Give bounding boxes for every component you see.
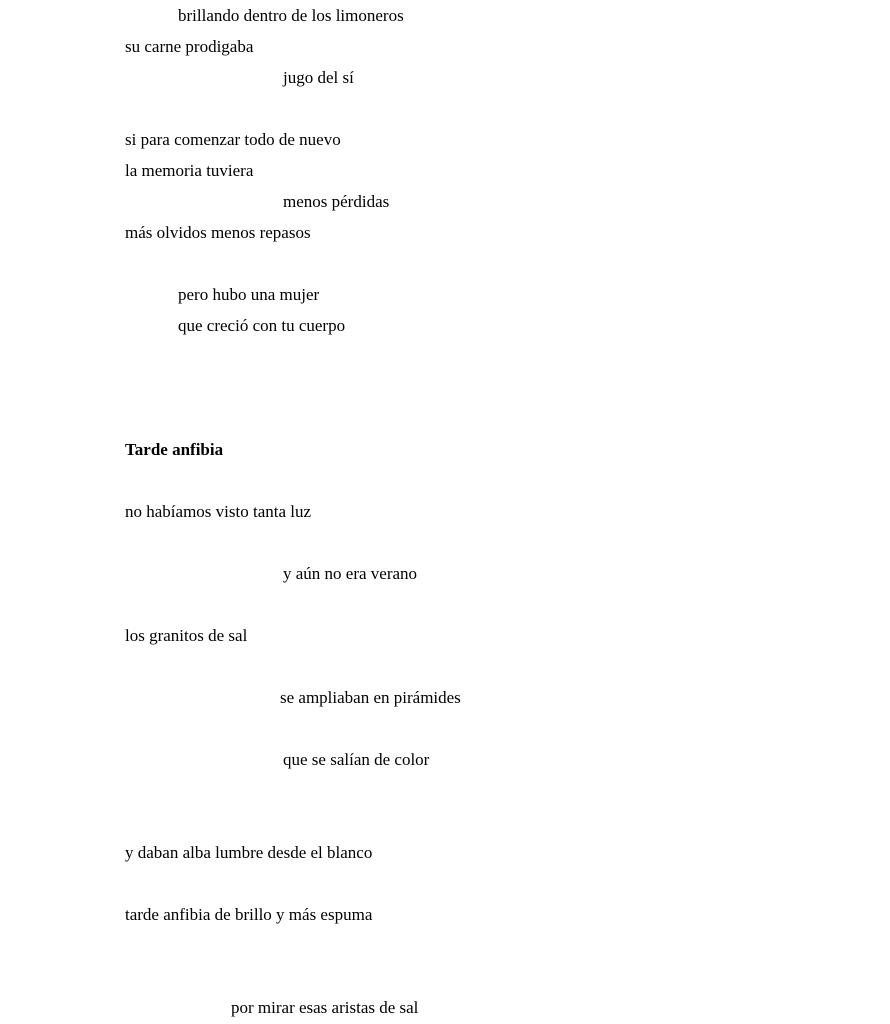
poem-line: pero hubo una mujer (178, 285, 320, 304)
poem-line: que se salían de color (283, 750, 430, 769)
poem-line: tarde anfibia de brillo y más espuma (125, 905, 373, 924)
poem-line: brillando dentro de los limoneros (178, 6, 404, 25)
poem-line: no habíamos visto tanta luz (125, 502, 312, 521)
poem-line: que creció con tu cuerpo (178, 316, 346, 335)
poem-line: si para comenzar todo de nuevo (125, 130, 341, 149)
poem-line: más olvidos menos repasos (125, 223, 311, 242)
poem-line: menos pérdidas (283, 192, 390, 211)
poem-line: por mirar esas aristas de sal (231, 998, 419, 1017)
poem-line: y aún no era verano (283, 564, 418, 583)
poem-line: y daban alba lumbre desde el blanco (125, 843, 373, 862)
poem-line: los granitos de sal (125, 626, 248, 645)
poem-line: jugo del sí (283, 68, 354, 87)
poem-line: la memoria tuviera (125, 161, 254, 180)
poem-title: Tarde anfibia (125, 440, 224, 459)
poem-line: se ampliaban en pirámides (280, 688, 461, 707)
poem-line: su carne prodigaba (125, 37, 254, 56)
